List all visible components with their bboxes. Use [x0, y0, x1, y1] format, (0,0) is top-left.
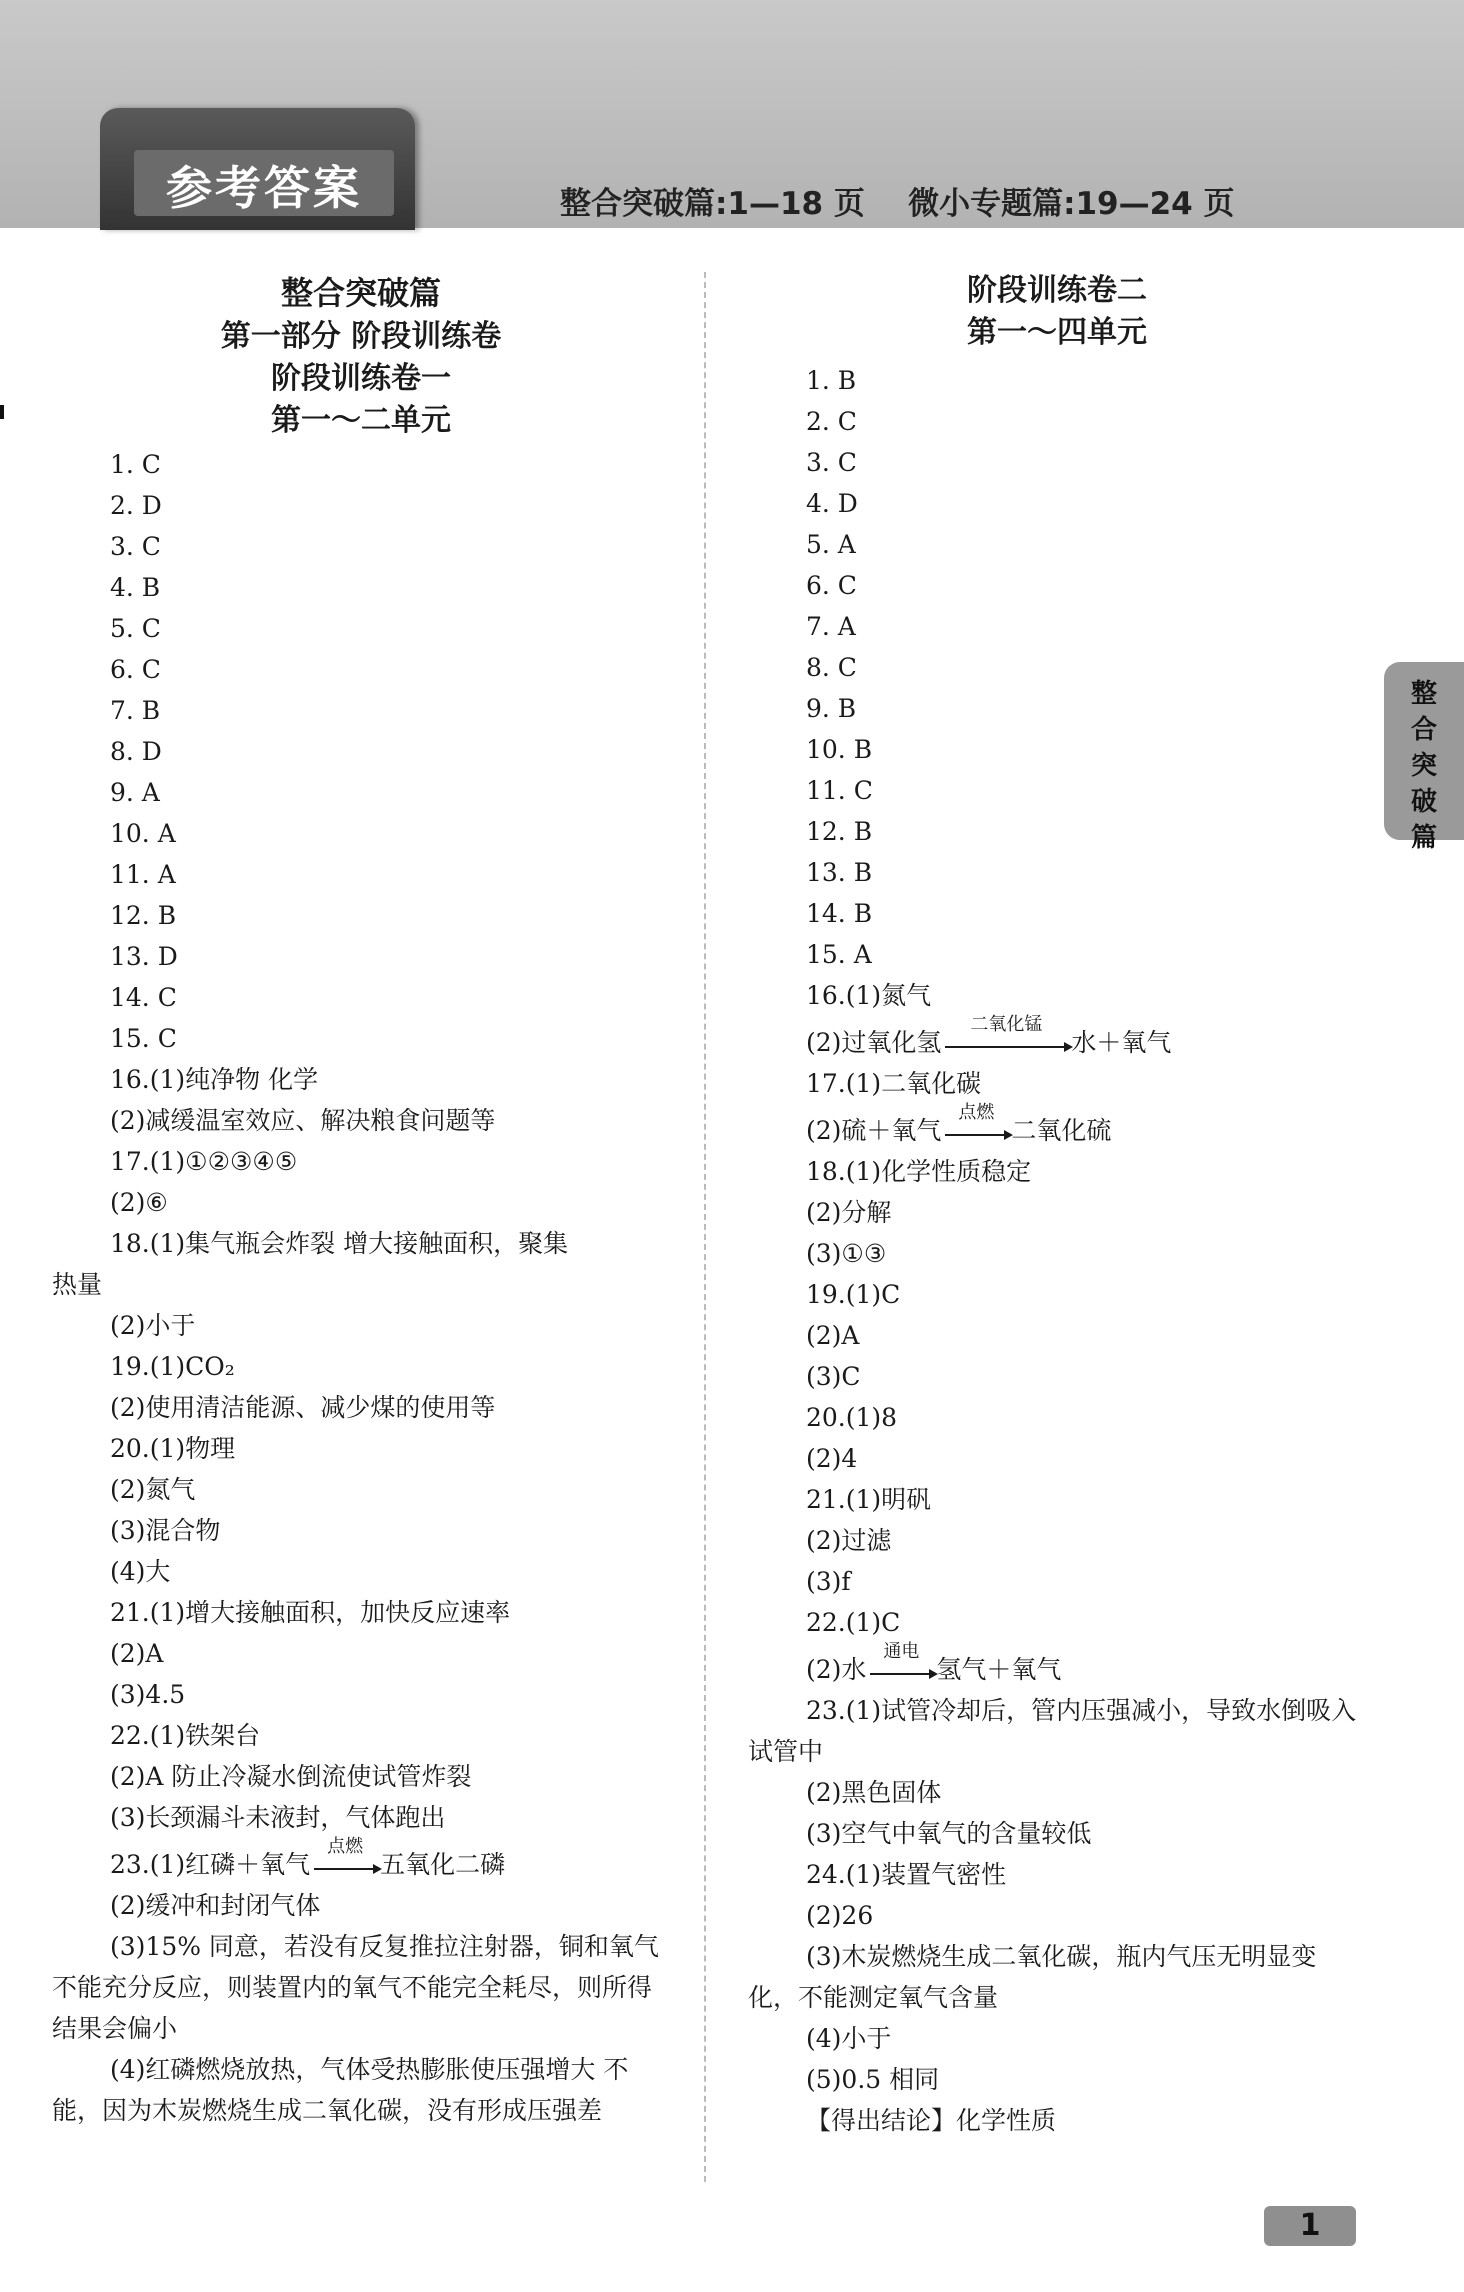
answer-list [748, 1772, 1366, 1936]
answer-line: 15. A [806, 940, 872, 969]
answer-line: 7. A [806, 612, 856, 641]
answer-line: 22.(1)铁架台 [110, 1721, 261, 1750]
equation-reactants: (2)水 [806, 1655, 867, 1684]
answer-line: 21.(1)增大接触面积，加快反应速率 [110, 1598, 511, 1627]
answer-line: 3. C [806, 448, 857, 477]
answer-line: 【得出结论】化学性质 [806, 2106, 1057, 2135]
answer-line: 13. D [110, 942, 178, 971]
answer-line: (3)混合物 [110, 1516, 221, 1545]
side-tab-label: 整合突破篇 [1410, 679, 1437, 853]
answer-line: (2)氮气 [110, 1475, 196, 1504]
page-number: 1 [1264, 2206, 1356, 2246]
answer-tab [100, 108, 415, 230]
equation-line [748, 1014, 1366, 1063]
answer-line: (3)C [806, 1362, 861, 1391]
answer-line: (2)使用清洁能源、减少煤的使用等 [110, 1393, 496, 1422]
answer-line: (2)A 防止冷凝水倒流使试管炸裂 [110, 1762, 472, 1791]
reaction-arrow [941, 1014, 1071, 1063]
unit-title: 第一～四单元 [967, 315, 1147, 350]
answer-line: 14. C [110, 983, 177, 1012]
answer-line: 16.(1)纯净物 化学 [110, 1065, 319, 1094]
answer-paragraph: 23.(1)试管冷却后，管内压强减小，导致水倒吸入试管中 [748, 1696, 1357, 1766]
answer-line: 4. B [110, 573, 161, 602]
answer-line: (3)f [806, 1567, 851, 1596]
answer-line: 2. D [110, 491, 162, 520]
left-column [52, 270, 670, 2131]
reaction-condition: 通电 [883, 1641, 920, 1662]
answer-line: (3)空气中氧气的含量较低 [806, 1819, 1092, 1848]
reaction-arrow [866, 1641, 936, 1690]
answer-line: 24.(1)装置气密性 [806, 1860, 1007, 1889]
arrow-icon [945, 1134, 1005, 1136]
header-banner [0, 0, 1464, 228]
equation-line [748, 1102, 1366, 1151]
side-section-tab[interactable] [1384, 662, 1464, 853]
arrow-icon [314, 1868, 374, 1870]
equation-products: 五氧化二磷 [380, 1850, 506, 1879]
answer-line: (2)小于 [110, 1311, 196, 1340]
answer-tab-inner [134, 150, 394, 216]
answer-line: (3)4.5 [110, 1680, 186, 1709]
answer-line: 18.(1)化学性质稳定 [806, 1157, 1032, 1186]
answer-line: 14. B [806, 899, 873, 928]
answer-line: 17.(1)二氧化碳 [806, 1069, 982, 1098]
answer-line: 3. C [110, 532, 161, 561]
answer-line: 1. C [110, 450, 161, 479]
answer-list [52, 1885, 670, 1926]
unit-title: 第一～二单元 [271, 403, 451, 438]
answer-line: (3)①③ [806, 1239, 887, 1268]
equation-reactants: (2)过氧化氢 [806, 1028, 942, 1057]
answer-line: (2)减缓温室效应、解决粮食问题等 [110, 1106, 496, 1135]
column-divider [704, 272, 706, 2182]
answer-line: 11. A [110, 860, 176, 889]
answer-line: 20.(1)8 [806, 1403, 898, 1432]
reaction-arrow [310, 1836, 380, 1885]
right-column [748, 270, 1366, 2141]
answer-line: (2)⑥ [110, 1188, 168, 1217]
answer-line: 2. C [806, 407, 857, 436]
answer-line: 9. A [110, 778, 160, 807]
answer-list [52, 444, 670, 1838]
answer-line: (2)分解 [806, 1198, 892, 1227]
answer-line: (5)0.5 相同 [806, 2065, 940, 2094]
answer-line: (2)4 [806, 1444, 858, 1473]
equation-line [748, 1641, 1366, 1690]
answer-line: 1. B [806, 366, 857, 395]
reaction-condition: 点燃 [327, 1836, 364, 1857]
answer-line: (2)A [806, 1321, 860, 1350]
answer-line: (2)A [110, 1639, 164, 1668]
answer-line: 12. B [806, 817, 873, 846]
answer-line: 16.(1)氮气 [806, 981, 932, 1010]
answer-line: (4)大 [110, 1557, 171, 1586]
answer-line: 10. B [806, 735, 873, 764]
answer-line: 19.(1)C [806, 1280, 901, 1309]
answer-line: (4)小于 [806, 2024, 892, 2053]
answer-line: (2)黑色固体 [806, 1778, 942, 1807]
answer-line: 9. B [806, 694, 857, 723]
header-title: 参考答案 [166, 161, 362, 215]
answer-line: 12. B [110, 901, 177, 930]
answer-line: 22.(1)C [806, 1608, 901, 1637]
paper-title: 阶段训练卷一 [271, 361, 451, 396]
answer-line: 19.(1)CO₂ [110, 1352, 235, 1381]
answer-line: 4. D [806, 489, 858, 518]
answer-list [748, 2018, 1366, 2141]
paper-title: 阶段训练卷二 [967, 273, 1147, 308]
equation-products: 二氧化硫 [1011, 1116, 1112, 1145]
answer-line: 17.(1)①②③④⑤ [110, 1147, 298, 1176]
equation-line [52, 1836, 670, 1885]
answer-line: (3)长颈漏斗未液封，气体跑出 [110, 1803, 446, 1832]
answer-list [748, 360, 1366, 1016]
answer-list [748, 1151, 1366, 1643]
margin-mark [0, 405, 4, 419]
answer-line: 18.(1)集气瓶会炸裂 增大接触面积，聚集 [110, 1229, 569, 1258]
equation-products: 氢气＋氧气 [936, 1655, 1062, 1684]
answer-paragraph: (3)15% 同意，若没有反复推拉注射器，铜和氧气不能充分反应，则装置内的氧气不能完全耗尽，则所得结果会偏小 [52, 1932, 659, 2043]
answer-line: 13. B [806, 858, 873, 887]
answer-line: 5. A [806, 530, 856, 559]
arrow-icon [870, 1673, 930, 1675]
answer-line: 热量 [52, 1270, 103, 1299]
answer-line: (2)26 [806, 1901, 874, 1930]
part-title: 第一部分 阶段训练卷 [220, 319, 502, 354]
answer-paragraph: (3)木炭燃烧生成二氧化碳，瓶内气压无明显变化，不能测定氧气含量 [748, 1942, 1317, 2012]
reaction-condition: 二氧化锰 [970, 1014, 1043, 1035]
answer-line: 20.(1)物理 [110, 1434, 236, 1463]
section-title: 整合突破篇 [280, 274, 441, 312]
answer-line: 21.(1)明矾 [806, 1485, 932, 1514]
reaction-condition: 点燃 [958, 1102, 995, 1123]
answer-line: 5. C [110, 614, 161, 643]
answer-line: 7. B [110, 696, 161, 725]
answer-line: 6. C [806, 571, 857, 600]
answer-line: (2)过滤 [806, 1526, 892, 1555]
answer-line: 10. A [110, 819, 176, 848]
equation-reactants: 23.(1)红磷＋氧气 [110, 1850, 311, 1879]
equation-products: 水＋氧气 [1071, 1028, 1172, 1057]
arrow-icon [945, 1046, 1065, 1048]
answer-line: (2)缓冲和封闭气体 [110, 1891, 321, 1920]
answer-line: 8. D [110, 737, 162, 766]
answer-paragraph: (4)红磷燃烧放热，气体受热膨胀使压强增大 不能，因为木炭燃烧生成二氧化碳，没有形成压强差 [52, 2055, 629, 2125]
equation-reactants: (2)硫＋氧气 [806, 1116, 942, 1145]
answer-line: 6. C [110, 655, 161, 684]
header-page-ranges: 整合突破篇:1—18 页 微小专题篇:19—24 页 [560, 186, 1235, 222]
reaction-arrow [941, 1102, 1011, 1151]
answer-line: 11. C [806, 776, 873, 805]
answer-line: 8. C [806, 653, 857, 682]
answer-line: 15. C [110, 1024, 177, 1053]
